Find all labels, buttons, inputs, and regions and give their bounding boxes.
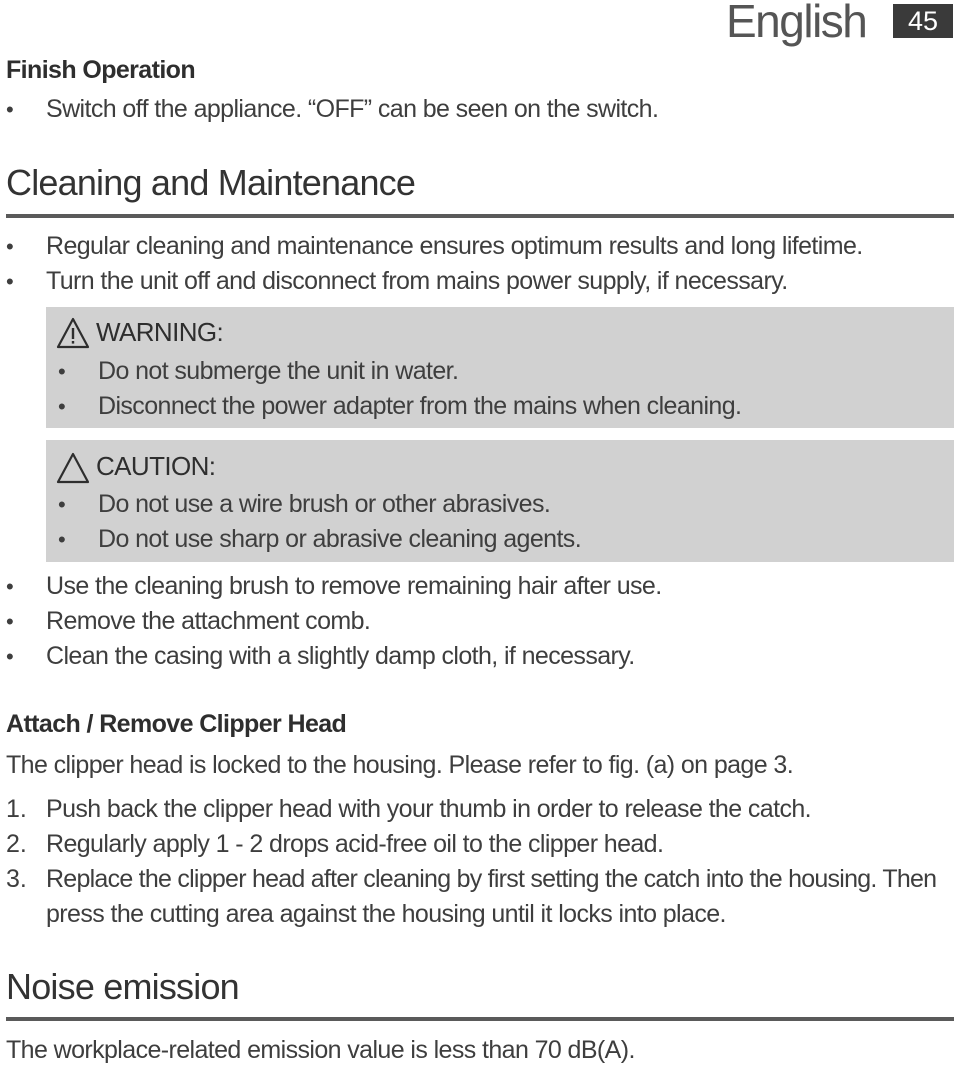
warning-item: Do not submerge the unit in water. [98,357,459,385]
bullet-dot: • [6,97,14,122]
step-text: Push back the clipper head with your thumb in order to release the catch. [46,795,811,823]
finish-operation-heading: Finish Operation [6,56,196,84]
list-item: Use the cleaning brush to remove remaining hair after use. [46,572,662,600]
step-number: 2. [6,830,27,858]
step-text: Replace the clipper head after cleaning by first setting the catch into the housing. Then [46,865,937,893]
caution-item: Do not use a wire brush or other abrasives. [98,490,551,518]
caution-box [46,440,954,562]
step-text: Regularly apply 1 - 2 drops acid-free oil to the clipper head. [46,830,664,858]
bullet-dot: • [6,609,14,634]
caution-item: Do not use sharp or abrasive cleaning agents. [98,525,582,553]
list-item: Turn the unit off and disconnect from mains power supply, if necessary. [46,267,788,295]
warning-label: WARNING: [96,317,224,347]
bullet-dot: • [6,644,14,669]
clipper-head-heading: Attach / Remove Clipper Head [6,710,347,738]
caution-label: CAUTION: [96,451,216,481]
list-item: Clean the casing with a slightly damp cloth, if necessary. [46,642,635,670]
bullet-dot: • [58,527,66,552]
step-number: 1. [6,795,27,823]
noise-emission-text: The workplace-related emission value is less than 70 dB(A). [6,1036,635,1064]
bullet-dot: • [6,269,14,294]
section-rule [6,1017,954,1021]
warning-box [46,307,954,428]
section-rule [6,214,954,218]
list-item: Regular cleaning and maintenance ensures optimum results and long lifetime. [46,232,863,260]
warning-item: Disconnect the power adapter from the mains when cleaning. [98,392,742,420]
warning-triangle-icon [56,317,90,349]
bullet-dot: • [58,394,66,419]
step-number: 3. [6,865,27,893]
clipper-head-intro: The clipper head is locked to the housing. Please refer to fig. (a) on page 3. [6,751,794,779]
list-item: Switch off the appliance. “OFF” can be seen on the switch. [46,95,659,123]
noise-emission-heading: Noise emission [6,966,239,1007]
bullet-dot: • [6,234,14,259]
step-text: press the cutting area against the housing until it locks into place. [46,900,726,928]
bullet-dot: • [58,492,66,517]
bullet-dot: • [58,359,66,384]
language-label: English [726,0,867,47]
bullet-dot: • [6,574,14,599]
list-item: Remove the attachment comb. [46,607,371,635]
cleaning-maintenance-heading: Cleaning and Maintenance [6,162,416,203]
caution-triangle-icon [56,452,90,484]
page-number-badge: 45 [893,4,953,38]
